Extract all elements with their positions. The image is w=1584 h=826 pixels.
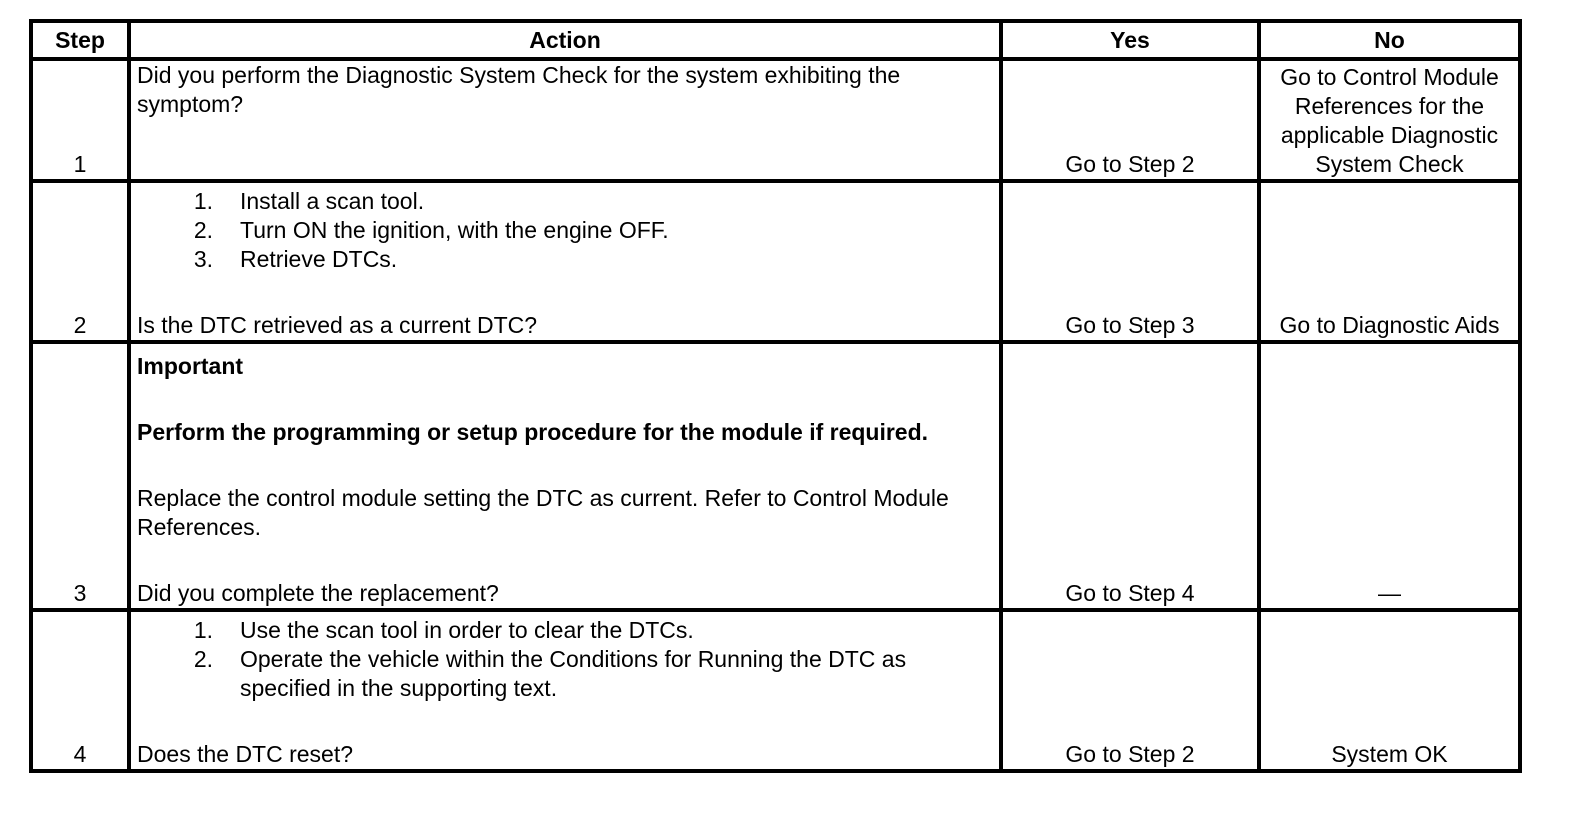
step-number: 2 xyxy=(31,181,129,342)
list-item xyxy=(137,216,993,245)
list-item xyxy=(137,187,993,216)
yes-cell: Go to Step 2 xyxy=(1001,610,1259,771)
yes-cell: Go to Step 4 xyxy=(1001,342,1259,610)
action-question: Did you perform the Diagnostic System Check for the system exhibiting the symptom? xyxy=(137,62,901,117)
table-row xyxy=(31,342,1520,610)
action-cell xyxy=(129,59,1001,181)
action-cell xyxy=(129,181,1001,342)
header-action: Action xyxy=(129,21,1001,59)
no-cell: — xyxy=(1259,342,1520,610)
list-item xyxy=(137,245,993,274)
table-row xyxy=(31,59,1520,181)
list-number: 3. xyxy=(193,246,213,272)
table-row xyxy=(31,181,1520,342)
action-question: Is the DTC retrieved as a current DTC? xyxy=(137,312,538,338)
header-yes: Yes xyxy=(1001,21,1259,59)
step-number: 4 xyxy=(31,610,129,771)
step-number: 3 xyxy=(31,342,129,610)
diagnostic-table xyxy=(29,19,1522,773)
no-cell: Go to Control Module References for the applicable Diagnostic System Check xyxy=(1259,59,1520,181)
action-list xyxy=(137,187,993,274)
list-number: 1. xyxy=(193,188,213,214)
list-text: Retrieve DTCs. xyxy=(240,246,398,272)
no-cell: Go to Diagnostic Aids xyxy=(1259,181,1520,342)
action-cell xyxy=(129,342,1001,610)
yes-cell: Go to Step 2 xyxy=(1001,59,1259,181)
important-title: Important xyxy=(137,353,244,379)
header-row xyxy=(31,21,1520,59)
header-no: No xyxy=(1259,21,1520,59)
list-text: Operate the vehicle within the Conditions for Running the DTC as specified in the supporting text. xyxy=(240,646,907,701)
step-number: 1 xyxy=(31,59,129,181)
important-text: Perform the programming or setup procedure for the module if required. xyxy=(137,419,929,445)
list-number: 1. xyxy=(193,617,213,643)
action-cell xyxy=(129,610,1001,771)
list-item xyxy=(137,616,993,645)
list-item xyxy=(137,645,993,703)
list-text: Turn ON the ignition, with the engine OFF. xyxy=(240,217,669,243)
no-cell: System OK xyxy=(1259,610,1520,771)
action-instruction: Replace the control module setting the DTC as current. Refer to Control Module References. xyxy=(137,485,949,540)
header-step: Step xyxy=(31,21,129,59)
action-question: Does the DTC reset? xyxy=(137,741,354,767)
list-number: 2. xyxy=(193,217,213,243)
yes-cell: Go to Step 3 xyxy=(1001,181,1259,342)
list-text: Install a scan tool. xyxy=(240,188,425,214)
table-row xyxy=(31,610,1520,771)
list-text: Use the scan tool in order to clear the DTCs. xyxy=(240,617,694,643)
action-list xyxy=(137,616,993,703)
list-number: 2. xyxy=(193,646,213,672)
action-question: Did you complete the replacement? xyxy=(137,580,499,606)
